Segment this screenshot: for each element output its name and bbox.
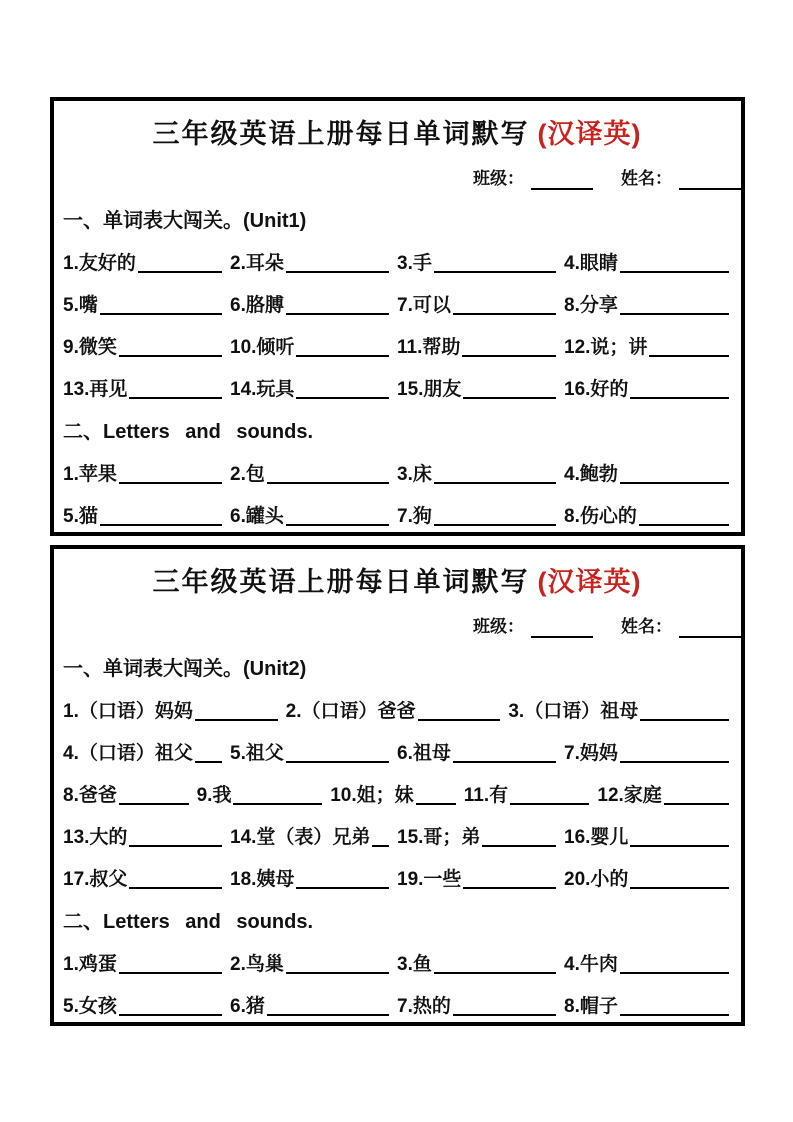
title-tag-translation: (汉译英) [537,119,642,149]
word-label: 6.罐头 [230,506,284,527]
word-row [63,742,731,765]
word-row [63,784,731,807]
answer-blank [434,505,556,526]
answer-blank [453,294,556,315]
word-label: 3.床 [397,464,432,485]
word-label: 15.朋友 [397,379,462,400]
worksheet-title-text: 三年级英语上册每日单词默写 [152,119,530,149]
word-item [230,505,397,528]
answer-blank [100,505,222,526]
worksheet-card [50,545,745,1026]
word-item [230,995,397,1018]
word-label: 6.猪 [230,996,265,1017]
word-item [564,294,731,317]
answer-blank [119,463,222,484]
word-label: 5.女孩 [63,996,117,1017]
word-label: 13.再见 [63,379,128,400]
answer-blank [233,784,322,805]
word-item [230,742,397,765]
word-item [63,463,230,486]
word-row [63,700,731,723]
word-label: 20.小的 [564,869,629,890]
word-item [397,826,564,849]
word-label: 5.嘴 [63,295,98,316]
word-item [397,868,564,891]
word-label: 11.有 [463,785,509,806]
answer-blank [640,700,729,721]
name-blank [679,170,741,190]
answer-blank [296,336,389,357]
word-row [63,995,731,1018]
word-item [397,294,564,317]
word-row [63,868,731,891]
word-item [397,252,564,275]
part1-heading: 一、单词表大闯关。(Unit2) [63,658,307,680]
word-label: 4.眼睛 [564,253,618,274]
answer-blank [286,252,389,273]
word-label: 3.手 [397,253,432,274]
word-label: 6.胳膊 [230,295,284,316]
word-label: 14.玩具 [230,379,295,400]
answer-blank [138,252,222,273]
answer-blank [195,742,222,763]
word-label: 9.微笑 [63,337,117,358]
word-label: 8.帽子 [564,996,618,1017]
word-item [397,995,564,1018]
word-item [397,378,564,401]
worksheet-title-text: 三年级英语上册每日单词默写 [152,567,530,597]
answer-blank [129,868,222,889]
word-label: 18.姨母 [230,869,295,890]
answer-blank [630,868,729,889]
name-label: 姓名： [621,169,672,188]
class-label: 班级： [473,169,524,188]
word-label: 9.我 [196,785,232,806]
class-label: 班级： [473,617,524,636]
answer-blank [664,784,729,805]
word-item [597,784,731,807]
answer-blank [119,995,222,1016]
answer-blank [434,252,556,273]
word-row [63,294,731,317]
word-label: 1.苹果 [63,464,117,485]
class-blank [531,170,593,190]
answer-blank [463,868,556,889]
word-label: 1.鸡蛋 [63,954,117,975]
part2-heading: 二、Letters and sounds. [63,421,314,443]
answer-blank [119,953,222,974]
word-item [63,995,230,1018]
word-label: 7.狗 [397,506,432,527]
word-label: 17.叔父 [63,869,128,890]
word-label: 13.大的 [63,827,128,848]
answer-blank [418,700,501,721]
word-label: 7.可以 [397,295,451,316]
word-label: 11.帮助 [397,337,461,358]
word-item [63,505,230,528]
word-label: 4.牛肉 [564,954,618,975]
word-label: 2.耳朵 [230,253,284,274]
word-item [397,505,564,528]
word-item [230,336,397,359]
word-item [564,378,731,401]
word-label: 10.姐；妹 [330,785,414,806]
answer-blank [620,953,729,974]
word-item [197,784,331,807]
word-item [63,378,230,401]
word-label: 1.友好的 [63,253,136,274]
answer-blank [510,784,589,805]
answer-blank [453,742,556,763]
word-label: 8.伤心的 [564,506,637,527]
word-item [564,463,731,486]
word-label: 5.祖父 [230,743,284,764]
word-item [397,463,564,486]
answer-blank [453,995,556,1016]
answer-blank [630,378,729,399]
class-name-line [63,168,731,190]
word-item [230,378,397,401]
word-label: 2.包 [230,464,265,485]
word-item [564,995,731,1018]
word-item [330,784,464,807]
word-label: 10.倾听 [230,337,295,358]
answer-blank [195,700,278,721]
name-blank [679,618,741,638]
word-label: 7.妈妈 [564,743,618,764]
answer-blank [416,784,456,805]
class-blank [531,618,593,638]
word-item [397,953,564,976]
title-tag-translation: (汉译英) [537,567,642,597]
word-label: 16.好的 [564,379,629,400]
word-item [63,784,197,807]
answer-blank [639,505,729,526]
answer-blank [630,826,729,847]
word-label: 6.祖母 [397,743,451,764]
answer-blank [620,742,729,763]
word-label: 4.（口语）祖父 [63,743,193,764]
word-row [63,953,731,976]
word-item [564,336,731,359]
answer-blank [286,505,389,526]
answer-blank [649,336,729,357]
answer-blank [620,252,729,273]
word-label: 4.鲍勃 [564,464,618,485]
word-item [230,463,397,486]
word-item [286,700,509,723]
word-item [230,868,397,891]
word-item [564,252,731,275]
word-item [230,953,397,976]
word-item [63,868,230,891]
word-item [63,953,230,976]
word-item [63,252,230,275]
word-item [230,252,397,275]
answer-blank [482,826,556,847]
word-row [63,826,731,849]
word-row [63,378,731,401]
part1-heading: 一、单词表大闯关。(Unit1) [63,210,307,232]
word-label: 7.热的 [397,996,451,1017]
word-item [564,953,731,976]
word-label: 1.（口语）妈妈 [63,701,193,722]
answer-blank [372,826,389,847]
word-label: 2.（口语）爸爸 [285,701,416,722]
word-item [63,826,230,849]
worksheet-title [63,560,731,599]
word-item [564,868,731,891]
part2-heading: 二、Letters and sounds. [63,911,314,933]
word-label: 8.爸爸 [63,785,117,806]
answer-blank [129,826,222,847]
worksheet-card [50,97,745,536]
word-label: 3.鱼 [397,954,432,975]
name-label: 姓名： [621,617,672,636]
answer-blank [463,378,556,399]
word-item [63,742,230,765]
answer-blank [129,378,222,399]
answer-blank [296,868,389,889]
word-label: 12.说；讲 [564,337,648,358]
word-item [230,826,397,849]
answer-blank [267,463,389,484]
word-item [564,826,731,849]
answer-blank [620,294,729,315]
word-row [63,252,731,275]
answer-blank [620,995,729,1016]
word-item [63,700,286,723]
word-label: 8.分享 [564,295,618,316]
answer-blank [119,336,222,357]
word-item [564,505,731,528]
answer-blank [434,953,556,974]
word-item [63,294,230,317]
word-item [63,336,230,359]
word-item [397,336,564,359]
word-label: 19.一些 [397,869,462,890]
word-label: 12.家庭 [597,785,662,806]
word-label: 14.堂（表）兄弟 [230,827,371,848]
answer-blank [462,336,556,357]
word-label: 16.婴儿 [564,827,629,848]
answer-blank [286,953,389,974]
word-item [564,742,731,765]
answer-blank [286,294,389,315]
word-item [508,700,731,723]
answer-blank [119,784,189,805]
word-item [397,742,564,765]
answer-blank [620,463,729,484]
word-label: 2.鸟巢 [230,954,284,975]
answer-blank [100,294,222,315]
answer-blank [286,742,389,763]
answer-blank [267,995,389,1016]
answer-blank [296,378,389,399]
word-item [230,294,397,317]
word-row [63,336,731,359]
word-item [464,784,598,807]
word-row [63,463,731,486]
word-label: 3.（口语）祖母 [508,701,639,722]
worksheet-title [63,112,731,151]
word-label: 5.猫 [63,506,98,527]
word-label: 15.哥；弟 [397,827,481,848]
word-row [63,505,731,528]
answer-blank [434,463,556,484]
class-name-line [63,616,731,638]
